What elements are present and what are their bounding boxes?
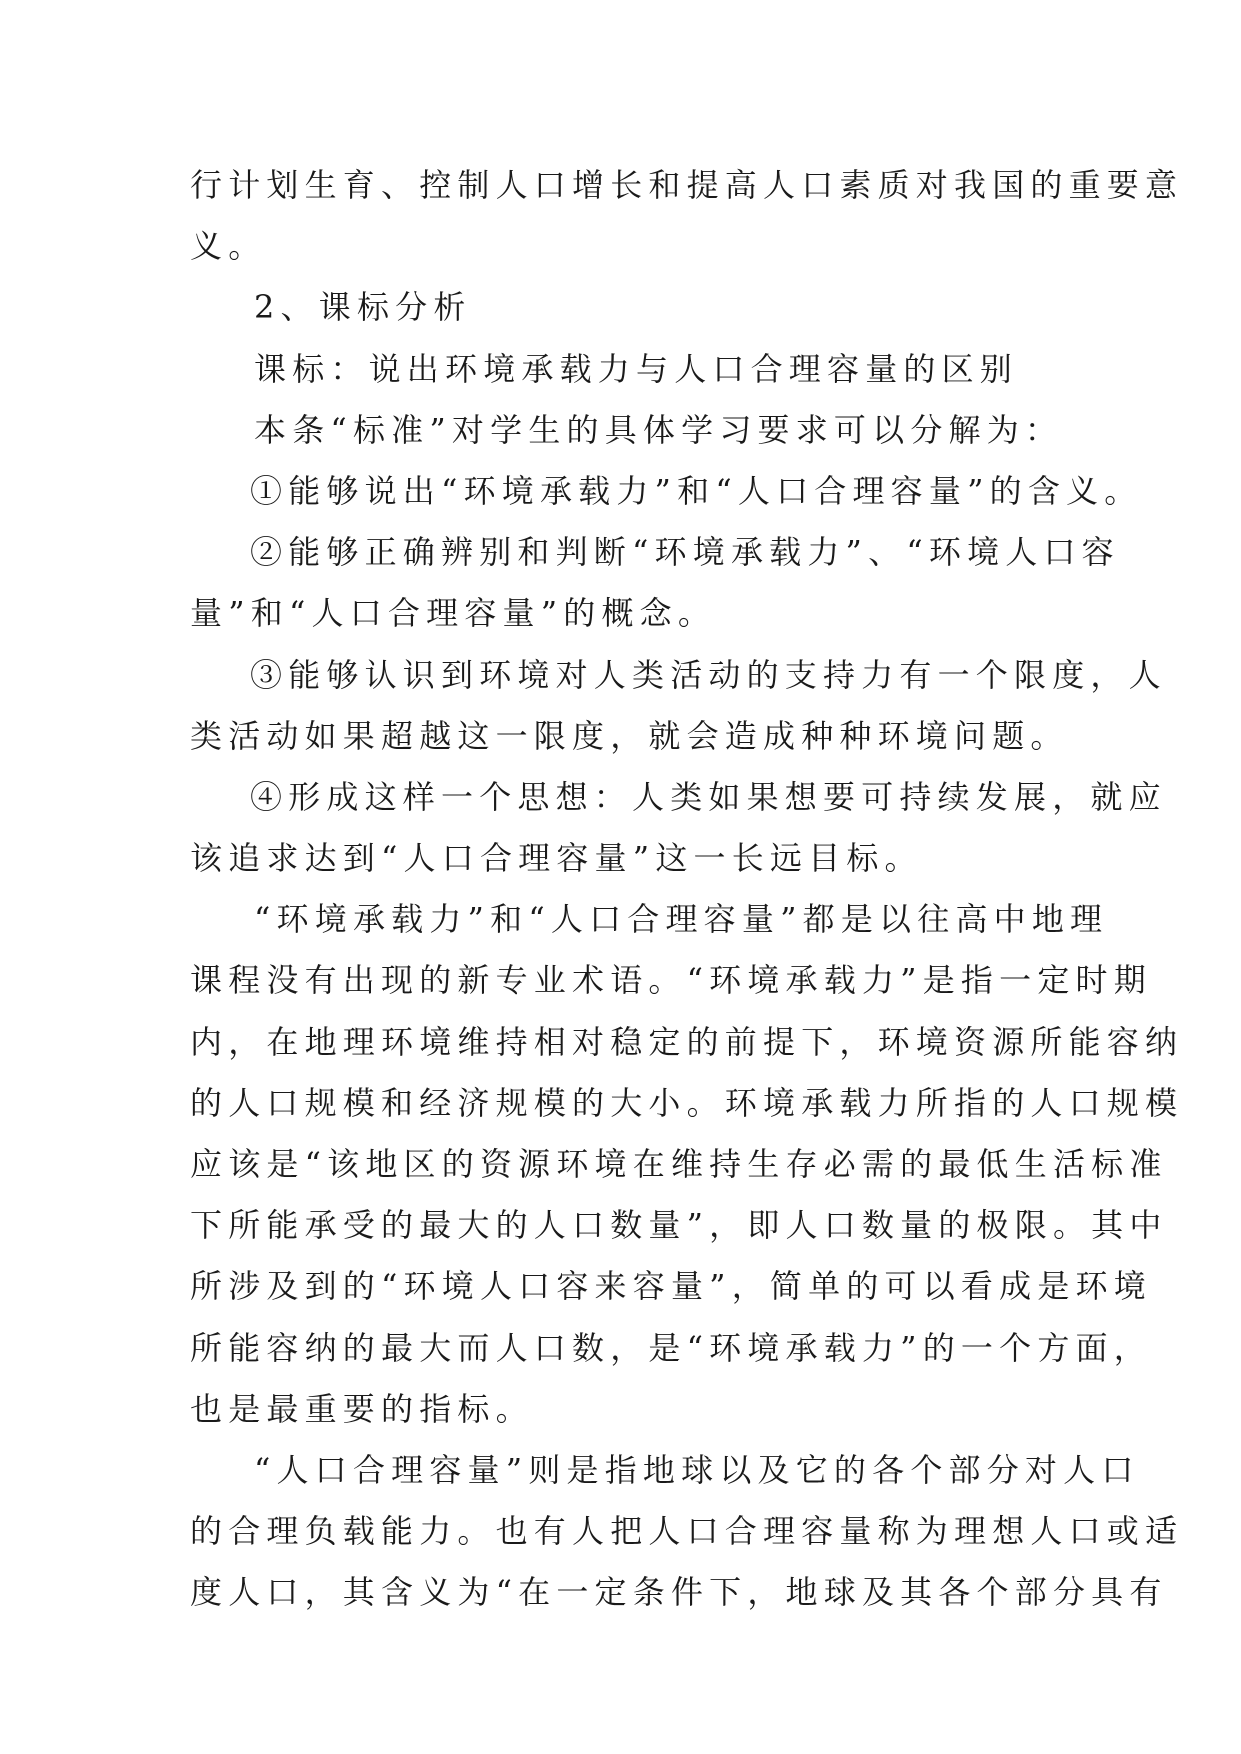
text-line: 应该是“该地区的资源环境在维持生存必需的最低生活标准 [190, 1145, 1168, 1183]
section-heading: 2、课标分析 [254, 288, 472, 327]
text-line: 该追求达到“人口合理容量”这一长远目标。 [190, 839, 923, 878]
text-line: 的人口规模和经济规模的大小。环境承载力所指的人口规模 [190, 1083, 1184, 1122]
text-line: 的合理负载能力。也有人把人口合理容量称为理想人口或适 [190, 1512, 1184, 1551]
text-line: 度人口，其含义为“在一定条件下，地球及其各个部分具有 [190, 1573, 1168, 1612]
text-line: 下所能承受的最大的人口数量”，即人口数量的极限。其中 [190, 1206, 1168, 1245]
text-line: 也是最重要的指标。 [190, 1389, 534, 1428]
text-line: 类活动如果超越这一限度，就会造成种种环境问题。 [190, 716, 1069, 755]
list-item: ①能够说出“环境承载力”和“人口合理容量”的含义。 [250, 471, 1143, 510]
text-line: 课程没有出现的新专业术语。“环境承载力”是指一定时期 [190, 961, 1152, 1000]
paragraph-start: “人口合理容量”则是指地球以及它的各个部分对人口 [254, 1450, 1140, 1489]
paragraph-start: “环境承载力”和“人口合理容量”都是以往高中地理 [254, 900, 1109, 939]
list-item: ②能够正确辨别和判断“环境承载力”、“环境人口容 [250, 533, 1120, 572]
list-item: ③能够认识到环境对人类活动的支持力有一个限度，人 [250, 655, 1167, 694]
text-line: 本条“标准”对学生的具体学习要求可以分解为： [254, 410, 1064, 449]
text-line: 量”和“人口合理容量”的概念。 [190, 594, 717, 633]
list-item: ④形成这样一个思想：人类如果想要可持续发展，就应 [250, 777, 1167, 816]
text-line: 内，在地理环境维持相对稳定的前提下，环境资源所能容纳 [190, 1022, 1184, 1061]
text-line: 行计划生育、控制人口增长和提高人口素质对我国的重要意 [190, 166, 1184, 204]
text-line: 课标：说出环境承载力与人口合理容量的区别 [254, 349, 1019, 388]
text-line: 所能容纳的最大而人口数，是“环境承载力”的一个方面， [190, 1328, 1152, 1367]
text-line: 义。 [190, 227, 267, 266]
text-line: 所涉及到的“环境人口容来容量”，简单的可以看成是环境 [190, 1267, 1152, 1306]
document-body [190, 155, 1184, 1624]
